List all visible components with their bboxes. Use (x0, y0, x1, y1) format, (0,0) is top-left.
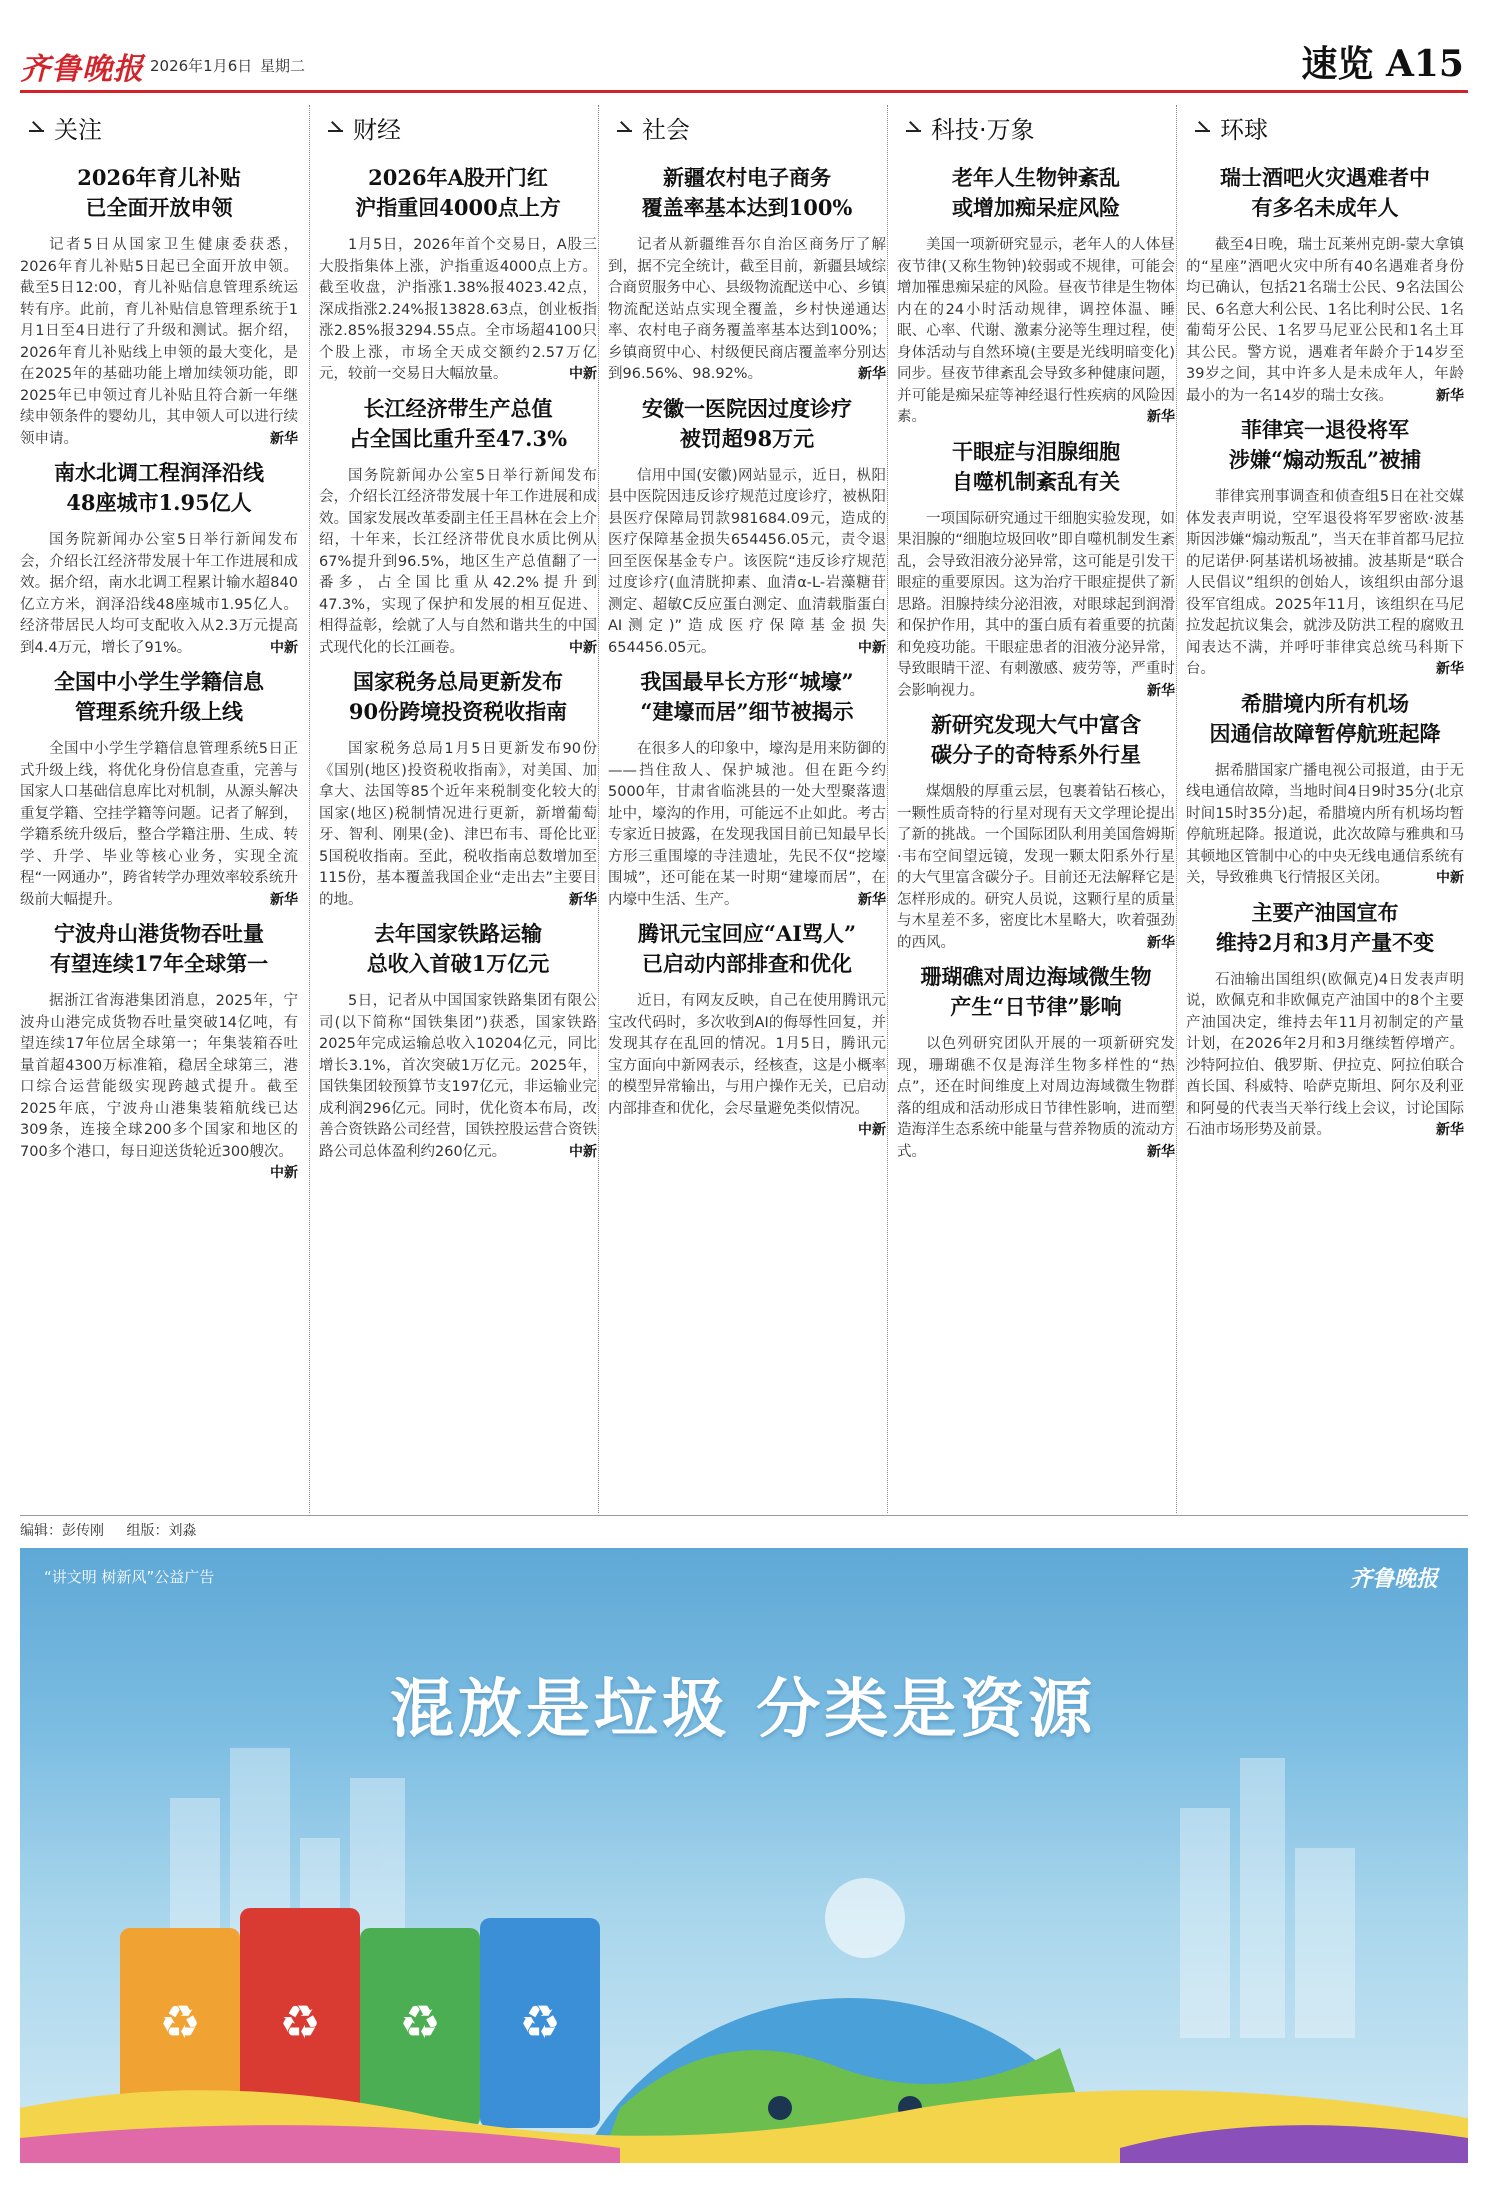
article-body: 记者5日从国家卫生健康委获悉，2026年育儿补贴5日起已全面开放申领。截至5日12:00，育儿补贴信息管理系统运转有序。此前，育儿补贴信息管理系统于1月1日至4日进行了升级和测试。据介绍，2026年育儿补贴线上申领的最大变化，是在2025年的基础功能上增加续领功能，即2025年已申领过育儿补贴且符合新一年继续申领条件的婴幼儿，其申领人可以进行续领申请。 新华 (20, 235, 298, 450)
article-body: 近日，有网友反映，自己在使用腾讯元宝改代码时，多次收到AI的侮辱性回复，并发现其存在乱回的情况。1月5日，腾讯元宝方面向中新网表示，经核查，这是小概率的模型异常输出，与用户操作无关，已启动内部排查和优化，会尽量避免类似情况。 中新 (608, 991, 886, 1120)
article-title[interactable]: 安徽一医院因过度诊疗 被罚超98万元 (642, 395, 852, 451)
column-tech (897, 105, 1175, 1513)
section-header (20, 105, 298, 149)
footer-rule (20, 1515, 1468, 1516)
article-title[interactable]: 干眼症与泪腺细胞 自噬机制紊乱有关 (952, 438, 1120, 494)
article-source: 中新 (270, 639, 298, 656)
article-title[interactable]: 菲律宾一退役将军 涉嫌“煽动叛乱”被捕 (1228, 417, 1422, 472)
article-title[interactable]: 南水北调工程润泽沿线 48座城市1.95亿人 (54, 460, 264, 515)
article-body: 菲律宾刑事调查和侦查组5日在社交媒体发表声明说，空军退役将军罗密欧·波基斯因涉嫌“煽动叛乱”，当天在菲首都马尼拉的尼诺伊·阿基诺机场被捕。波基斯是“联合人民倡议”组织的创始人，该组织由部分退役军官组成。2025年11月，该组织在马尼拉发起抗议集会，就涉及防洪工程的腐败丑闻表达不满，并呼吁菲律宾总统马科斯下台。 新华 (1186, 487, 1464, 681)
article-source: 中新 (569, 639, 597, 656)
article-body: 一项国际研究通过干细胞实验发现，如果泪腺的“细胞垃圾回收”即自噬机制发生紊乱，会导致泪液分泌异常，这可能是引发干眼症的重要原因。这为治疗干眼症提供了新思路。泪腺持续分泌泪液，对眼球起到润滑和保护作用，其中的蛋白质有着重要的抗菌和免疫功能。干眼症患者的泪液分泌异常，导致眼睛干涩、有刺激感、疲劳等，严重时会影响视力。 新华 (897, 509, 1175, 703)
earth-eye (768, 2096, 792, 2120)
article-title[interactable]: 全国中小学生学籍信息 管理系统升级上线 (54, 669, 264, 724)
ad-logo: 齐鲁晚报 (1349, 1566, 1438, 1592)
article-source: 新华 (1147, 1143, 1175, 1160)
article-source: 新华 (270, 891, 298, 908)
section-header (608, 105, 886, 149)
layout-name: 组版：刘淼 (126, 1523, 197, 1539)
news-columns (20, 105, 1468, 1513)
editor-name: 编辑：彭传刚 (20, 1523, 104, 1539)
masthead: 齐鲁晚报 (20, 52, 144, 87)
article-source: 新华 (858, 366, 886, 382)
ad-label: “讲文明 树新风”公益广告 (44, 1568, 215, 1586)
corner-arrow-icon (903, 118, 921, 136)
column-world (1186, 105, 1464, 1513)
article[interactable] (897, 962, 1175, 1163)
page-header (0, 0, 1488, 100)
article-title[interactable]: 珊瑚礁对周边海域微生物 产生“日节律”影响 (920, 964, 1152, 1019)
article-body: 在很多人的印象中，壕沟是用来防御的——挡住敌人、保护城池。但在距今约5000年，甘肃省临洮县的一处大型聚落遗址中，壕沟的作用，可能远不止如此。考古专家近日披露，在发现我国目前已知最早长方形三重围壕的寺洼遗址，先民不仅“挖壕围城”，还可能在某一时期“建壕而居”，在内壕中生活、生产。 新华 (608, 739, 886, 911)
article[interactable] (319, 163, 597, 386)
article-title[interactable]: 新疆农村电子商务 覆盖率基本达到100% (641, 165, 853, 220)
article-title[interactable]: 新研究发现大气中富含 碳分子的奇特系外行星 (931, 712, 1141, 767)
column-society (608, 105, 886, 1513)
header-rule (20, 90, 1468, 93)
article-body: 石油输出国组织(欧佩克)4日发表声明说，欧佩克和非欧佩克产油国中的8个主要产油国决定，维持去年11月初制定的产量计划，在2026年2月和3月继续暂停增产。沙特阿拉伯、俄罗斯、伊拉克、阿拉伯联合酋长国、科威特、哈萨克斯坦、阿尔及利亚和阿曼的代表当天举行线上会议，讨论国际石油市场形势及前景。 新华 (1186, 970, 1464, 1142)
section-name: 社会 (642, 115, 690, 144)
article[interactable] (1186, 163, 1464, 407)
recycle-icon: ♻ (159, 1995, 201, 2049)
article-body: 国家税务总局1月5日更新发布90份《国别(地区)投资税收指南》，对美国、加拿大、法国等85个近年来税制变化较大的国家(地区)税制情况进行更新，新增葡萄牙、智利、刚果(金)、津巴布韦、哥伦比亚5国税收指南。至此，税收指南总数增加至115份，基本覆盖我国企业“走出去”主要目的地。 新华 (319, 739, 597, 911)
article[interactable] (897, 163, 1175, 429)
article-source: 新华 (1147, 934, 1175, 951)
article[interactable] (319, 667, 597, 911)
article-title[interactable]: 腾讯元宝回应“AI骂人” 已启动内部排查和优化 (637, 921, 857, 976)
article-body: 据希腊国家广播电视公司报道，由于无线电通信故障，当地时间4日9时35分(北京时间15时35分)起，希腊境内所有机场均暂停航班起降。报道说，此次故障与雅典和马其顿地区管制中心的中央无线电通信系统有关，导致雅典飞行情报区关闭。 中新 (1186, 761, 1464, 890)
article[interactable] (1186, 898, 1464, 1142)
public-service-ad (20, 1548, 1468, 2163)
article-title[interactable]: 我国最早长方形“城壕” “建壕而居”细节被揭示 (640, 669, 854, 724)
section-name: 财经 (353, 115, 401, 144)
article-source: 新华 (1436, 661, 1464, 677)
article[interactable] (20, 919, 298, 1181)
article-title[interactable]: 宁波舟山港货物吞吐量 有望连续17年全球第一 (49, 921, 269, 976)
article[interactable] (20, 458, 298, 659)
article-title[interactable]: 2026年A股开门红 沪指重回4000点上方 (355, 165, 561, 220)
article[interactable] (608, 667, 886, 911)
section-header (319, 105, 597, 149)
article-body: 1月5日，2026年首个交易日，A股三大股指集体上涨，沪指重返4000点上方。截至收盘，沪指涨1.38%报4023.42点，深成指涨2.24%报13828.63点，创业板指涨2.85%报3294.55点。全市场超4100只个股上涨，市场全天成交额约2.57万亿元，较前一交易日大幅放量。 中新 (319, 235, 597, 386)
page-section: 速览 A15 (1301, 43, 1464, 85)
section-header (1186, 105, 1464, 149)
issue-weekday: 星期二 (260, 57, 306, 75)
recycle-icon: ♻ (279, 1995, 321, 2049)
column-divider (309, 105, 310, 1513)
corner-arrow-icon (26, 118, 44, 136)
corner-arrow-icon (325, 118, 343, 136)
article-body: 全国中小学生学籍信息管理系统5日正式升级上线，将优化身份信息查重，完善与国家人口基础信息库比对机制，从源头解决重复学籍、空挂学籍等问题。记者了解到，学籍系统升级后，整合学籍注册、生成、转学、升学、毕业等核心业务，实现全流程“一网通办”，跨省转学办理效率较系统升级前大幅提升。 新华 (20, 739, 298, 911)
article-source: 新华 (1147, 409, 1175, 425)
article-source: 新华 (1436, 387, 1464, 404)
section-name: 科技·万象 (931, 115, 1035, 144)
article[interactable] (1186, 689, 1464, 890)
column-divider (887, 105, 888, 1513)
article-source: 新华 (858, 891, 886, 908)
recycle-icon: ♻ (399, 1995, 441, 2049)
article[interactable] (608, 919, 886, 1138)
ad-illustration (20, 1548, 1468, 2163)
article[interactable] (608, 394, 886, 660)
article[interactable] (608, 163, 886, 386)
article-source: 新华 (1436, 1122, 1464, 1138)
section-header (897, 105, 1175, 149)
article[interactable] (897, 710, 1175, 954)
article-source: 中新 (569, 1143, 597, 1160)
article-source: 中新 (270, 1165, 298, 1181)
article-source: 中新 (858, 639, 886, 656)
article[interactable] (319, 919, 597, 1163)
article-body: 国务院新闻办公室5日举行新闻发布会，介绍长江经济带发展十年工作进展和成效。国家发展改革委副主任王昌林在会上介绍，十年来，长江经济带优良水质比例从67%提升到96.5%，地区生产总值翻了一番多，占全国比重从42.2%提升到47.3%，实现了保护和发展的相互促进、相得益彰，绘就了人与自然和谐共生的中国式现代化的长江画卷。 中新 (319, 466, 597, 660)
article[interactable] (20, 163, 298, 450)
column-focus (20, 105, 298, 1513)
column-finance (319, 105, 597, 1513)
article[interactable] (319, 394, 597, 660)
article-source: 新华 (569, 891, 597, 908)
section-name: 环球 (1220, 115, 1268, 144)
article-body: 记者从新疆维吾尔自治区商务厅了解到，据不完全统计，截至目前，新疆县域综合商贸服务中心、县级物流配送中心、乡镇物流配送站点实现全覆盖，乡村快递通达率、农村电子商务覆盖率基本达到100%；乡镇商贸中心、村级便民商店覆盖率分别达到96.56%、98.92%。 新华 (608, 235, 886, 386)
article-title[interactable]: 希腊境内所有机场 因通信故障暂停航班起降 (1209, 690, 1441, 746)
article-source: 新华 (270, 430, 298, 447)
article-title[interactable]: 瑞士酒吧火灾遇难者中 有多名未成年人 (1220, 165, 1430, 220)
article-title[interactable]: 国家税务总局更新发布 90份跨境投资税收指南 (348, 669, 568, 724)
editor-credits (20, 1520, 214, 1540)
column-divider (1176, 105, 1177, 1513)
article-body: 美国一项新研究显示，老年人的人体昼夜节律(又称生物钟)较弱或不规律，可能会增加罹患痴呆症的风险。昼夜节律是生物体内在的24小时活动规律，调控体温、睡眠、心率、代谢、激素分泌等生理过程，使身体活动与自然环境(主要是光线明暗变化)同步。昼夜节律紊乱会导致多种健康问题，并可能是痴呆症等神经退行性疾病的风险因素。 新华 (897, 235, 1175, 429)
article-source: 新华 (1147, 682, 1175, 699)
article-body: 据浙江省海港集团消息，2025年，宁波舟山港完成货物吞吐量突破14亿吨，有望连续17年位居全球第一；年集装箱吞吐量首超4300万标准箱，稳居全球第三，港口综合运营能级实现跨越式提升。截至2025年底，宁波舟山港集装箱航线已达309条，连接全球200多个国家和地区的700多个港口，每日迎送货轮近300艘次。 中新 (20, 991, 298, 1163)
article-source: 中新 (569, 366, 597, 382)
corner-arrow-icon (1192, 118, 1210, 136)
article-title[interactable]: 老年人生物钟紊乱 或增加痴呆症风险 (952, 165, 1120, 220)
article-title[interactable]: 长江经济带生产总值 占全国比重升至47.3% (348, 395, 568, 451)
issue-date: 2026年1月6日 (150, 57, 253, 75)
column-divider (598, 105, 599, 1513)
article-body: 信用中国(安徽)网站显示，近日，枞阳县中医院因违反诊疗规范过度诊疗，被枞阳县医疗保障局罚款981684.09元，造成的医疗保障基金损失654456.05元，责令退回至医保基金专户。该医院“违反诊疗规范过度诊疗(血清胱抑素、血清α-L-岩藻糖苷测定、超敏C反应蛋白测定、血清载脂蛋白AI测定)”造成医疗保障基金损失654456.05元。 中新 (608, 466, 886, 660)
article-body: 截至4日晚，瑞士瓦莱州克朗-蒙大拿镇的“星座”酒吧火灾中所有40名遇难者身份均已确认，包括21名瑞士公民、9名法国公民、6名意大利公民、1名比利时公民、1名葡萄牙公民、1名罗马尼亚公民和1名土耳其公民。警方说，遇难者年龄介于14岁至39岁之间，其中许多人是未成年人，年龄最小的为一名14岁的瑞士女孩。 新华 (1186, 235, 1464, 407)
article-body: 以色列研究团队开展的一项新研究发现，珊瑚礁不仅是海洋生物多样性的“热点”，还在时间维度上对周边海域微生物群落的组成和活动形成日节律性影响，进而塑造海洋生态系统中能量与营养物质的流动方式。 新华 (897, 1034, 1175, 1163)
article-title[interactable]: 主要产油国宣布 维持2月和3月产量不变 (1215, 899, 1435, 955)
article-source: 中新 (858, 1122, 886, 1138)
article-title[interactable]: 去年国家铁路运输 总收入首破1万亿元 (366, 921, 550, 976)
ad-slogan: 混放是垃圾 分类是资源 (390, 1672, 1097, 1747)
article-body: 国务院新闻办公室5日举行新闻发布会，介绍长江经济带发展十年工作进展和成效。据介绍，南水北调工程累计输水超840亿立方米，润泽沿线48座城市1.95亿人。经济带居民人均可支配收入从2.3万元提高到4.4万元，增长了91%。 中新 (20, 530, 298, 659)
section-name: 关注 (54, 115, 102, 144)
article-body: 5日，记者从中国国家铁路集团有限公司(以下简称“国铁集团”)获悉，国家铁路2025年完成运输总收入10204亿元，同比增长3.1%，首次突破1万亿元。2025年，国铁集团较预算节支197亿元，非运输业完成利润296亿元。同时，优化资本布局，改善合资铁路公司经营，国铁控股运营合资铁路公司总体盈利约260亿元。 中新 (319, 991, 597, 1163)
article-source: 中新 (1436, 870, 1464, 886)
corner-arrow-icon (614, 118, 632, 136)
article[interactable] (1186, 415, 1464, 681)
article[interactable] (897, 437, 1175, 703)
article[interactable] (20, 667, 298, 911)
article-body: 煤烟般的厚重云层，包裹着钻石核心，一颗性质奇特的行星对现有天文学理论提出了新的挑战。一个国际团队利用美国詹姆斯·韦布空间望远镜，发现一颗太阳系外行星的大气里富含碳分子。目前还无法解释它是怎样形成的。研究人员说，这颗行星的质量与木星差不多，密度比木星略大，吹着强劲的西风。 新华 (897, 782, 1175, 954)
flower-cluster (825, 1878, 905, 1958)
article-title[interactable]: 2026年育儿补贴 已全面开放申领 (77, 165, 241, 220)
recycle-icon: ♻ (519, 1995, 561, 2049)
